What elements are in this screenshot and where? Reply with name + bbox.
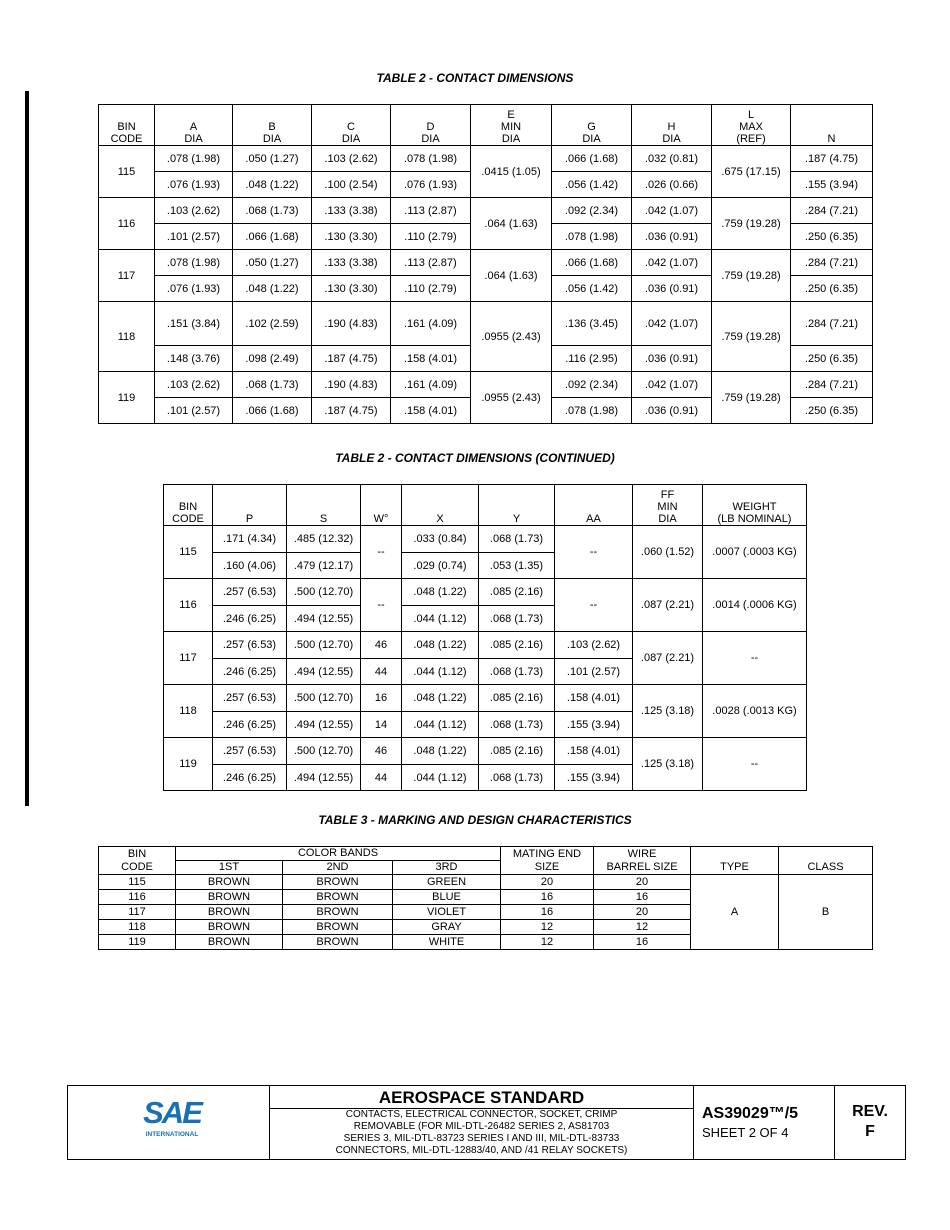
- dim-x-max: .048 (1.22): [402, 685, 479, 712]
- dim-n-max: .284 (7.21): [791, 250, 873, 276]
- weight-cell: --: [703, 632, 807, 685]
- dim-d-max: .113 (2.87): [391, 250, 471, 276]
- dim-y-min: .068 (1.73): [479, 659, 555, 685]
- dim-c-max: .190 (4.83): [312, 302, 391, 346]
- dim-x-min: .044 (1.12): [402, 606, 479, 632]
- dim-h-min: .036 (0.91): [632, 276, 712, 302]
- dim-y-max: .085 (2.16): [479, 579, 555, 606]
- dim-c-min: .187 (4.75): [312, 398, 391, 424]
- color-band-2nd: BROWN: [283, 875, 393, 890]
- dim-ff-cell: .125 (3.18): [633, 685, 703, 738]
- dim-ff-cell: .125 (3.18): [633, 738, 703, 791]
- dim-c-min: .187 (4.75): [312, 346, 391, 372]
- dim-p-max: .257 (6.53): [213, 685, 287, 712]
- color-band-3rd: VIOLET: [393, 905, 501, 920]
- dim-s-min: .494 (12.55): [287, 712, 361, 738]
- dim-l-cell: .759 (19.28): [712, 198, 791, 250]
- bin-code-cell: 117: [99, 905, 176, 920]
- dim-p-min: .246 (6.25): [213, 712, 287, 738]
- bin-code-cell: 115: [164, 526, 213, 579]
- dim-c-min: .130 (3.30): [312, 224, 391, 250]
- table2c-header: WEIGHT (LB NOMINAL): [703, 485, 807, 526]
- dim-d-max: .161 (4.09): [391, 372, 471, 398]
- description-line: CONTACTS, ELECTRICAL CONNECTOR, SOCKET, CRIMP: [345, 1109, 618, 1120]
- sheet-number: SHEET 2 OF 4: [702, 1125, 789, 1140]
- dim-p-min: .246 (6.25): [213, 606, 287, 632]
- dim-c-max: .133 (3.38): [312, 198, 391, 224]
- color-band-3rd: WHITE: [393, 935, 501, 950]
- dim-n-max: .284 (7.21): [791, 302, 873, 346]
- table2c-header: W°: [361, 485, 402, 526]
- dim-s-max: .500 (12.70): [287, 738, 361, 765]
- dim-c-min: .130 (3.30): [312, 276, 391, 302]
- dim-c-max: .190 (4.83): [312, 372, 391, 398]
- dim-s-min: .494 (12.55): [287, 606, 361, 632]
- revision-label: REV.: [852, 1103, 888, 1120]
- sae-logo: [132, 1094, 212, 1144]
- dim-d-min: .158 (4.01): [391, 346, 471, 372]
- dim-g-min: .078 (1.98): [552, 398, 632, 424]
- dim-c-min: .100 (2.54): [312, 172, 391, 198]
- table2-header: G DIA: [552, 105, 632, 146]
- dim-a-min: .148 (3.76): [155, 346, 233, 372]
- dim-n-min: .250 (6.35): [791, 224, 873, 250]
- dim-e-cell: .064 (1.63): [471, 198, 552, 250]
- dim-h-max: .042 (1.07): [632, 302, 712, 346]
- table2-header: C DIA: [312, 105, 391, 146]
- dim-h-max: .042 (1.07): [632, 372, 712, 398]
- mating-end-size: 20: [501, 875, 594, 890]
- dim-b-max: .102 (2.59): [233, 302, 312, 346]
- dim-a-min: .076 (1.93): [155, 172, 233, 198]
- bin-code-cell: 118: [99, 302, 155, 372]
- logo-cell: [68, 1086, 270, 1159]
- dim-l-cell: .675 (17.15): [712, 146, 791, 198]
- dim-h-min: .036 (0.91): [632, 224, 712, 250]
- dim-h-max: .032 (0.81): [632, 146, 712, 172]
- wire-barrel-size: 16: [594, 890, 691, 905]
- bin-code-cell: 116: [164, 579, 213, 632]
- dim-e-cell: .0955 (2.43): [471, 302, 552, 372]
- dim-h-max: .042 (1.07): [632, 250, 712, 276]
- dim-e-cell: .0955 (2.43): [471, 372, 552, 424]
- t3-header-band-3rd: 3RD: [393, 861, 501, 875]
- color-band-2nd: BROWN: [283, 935, 393, 950]
- class-cell: B: [779, 875, 873, 950]
- t3-header-bin: BIN CODE: [99, 847, 176, 875]
- table-row: [99, 302, 873, 346]
- table2-header: A DIA: [155, 105, 233, 146]
- dim-e-cell: .0415 (1.05): [471, 146, 552, 198]
- dim-b-max: .068 (1.73): [233, 372, 312, 398]
- table-row: [164, 738, 807, 765]
- dim-b-min: .048 (1.22): [233, 172, 312, 198]
- dim-p-max: .257 (6.53): [213, 632, 287, 659]
- dim-w-min: 14: [361, 712, 402, 738]
- dim-y-max: .085 (2.16): [479, 738, 555, 765]
- wire-barrel-size: 12: [594, 920, 691, 935]
- dim-s-min: .494 (12.55): [287, 659, 361, 685]
- table2c-header: X: [402, 485, 479, 526]
- dim-s-max: .500 (12.70): [287, 685, 361, 712]
- table2c-header: BIN CODE: [164, 485, 213, 526]
- dim-c-max: .133 (3.38): [312, 250, 391, 276]
- wire-barrel-size: 20: [594, 875, 691, 890]
- document-number-cell: [694, 1086, 835, 1159]
- dim-x-min: .044 (1.12): [402, 659, 479, 685]
- dim-ff-cell: .087 (2.21): [633, 579, 703, 632]
- table-row: [164, 685, 807, 712]
- description-line: REMOVABLE (FOR MIL-DTL-26482 SERIES 2, AS81703: [353, 1121, 610, 1132]
- dim-ff-cell: .087 (2.21): [633, 632, 703, 685]
- color-band-2nd: BROWN: [283, 905, 393, 920]
- dim-g-max: .092 (2.34): [552, 372, 632, 398]
- standard-cell: [270, 1086, 694, 1159]
- dim-aa-max: .103 (2.62): [555, 632, 633, 659]
- table-row: [99, 875, 873, 890]
- dim-p-max: .171 (4.34): [213, 526, 287, 553]
- dim-a-max: .103 (2.62): [155, 372, 233, 398]
- document-number: AS39029™/5: [702, 1105, 799, 1122]
- dim-a-min: .101 (2.57): [155, 398, 233, 424]
- dim-x-max: .048 (1.22): [402, 579, 479, 606]
- table2c-header: P: [213, 485, 287, 526]
- table-row: [99, 198, 873, 224]
- dim-a-min: .076 (1.93): [155, 276, 233, 302]
- dim-ff-cell: .060 (1.52): [633, 526, 703, 579]
- dim-w-max: 46: [361, 632, 402, 659]
- dim-d-min: .110 (2.79): [391, 224, 471, 250]
- dim-w-max: 46: [361, 738, 402, 765]
- dim-w-cell: --: [361, 579, 402, 632]
- dim-w-cell: --: [361, 526, 402, 579]
- dim-aa-max: .158 (4.01): [555, 738, 633, 765]
- table-row: [164, 526, 807, 553]
- dim-a-max: .151 (3.84): [155, 302, 233, 346]
- dim-aa-cell: --: [555, 526, 633, 579]
- dim-d-min: .076 (1.93): [391, 172, 471, 198]
- t3-header-mating: MATING END SIZE: [501, 847, 594, 875]
- color-band-1st: BROWN: [176, 935, 283, 950]
- dim-y-min: .053 (1.35): [479, 553, 555, 579]
- color-band-1st: BROWN: [176, 920, 283, 935]
- dim-x-min: .044 (1.12): [402, 712, 479, 738]
- dim-g-max: .136 (3.45): [552, 302, 632, 346]
- table2c-header: FF MIN DIA: [633, 485, 703, 526]
- color-band-3rd: GRAY: [393, 920, 501, 935]
- dim-n-max: .187 (4.75): [791, 146, 873, 172]
- mating-end-size: 12: [501, 935, 594, 950]
- svg-text:INTERNATIONAL: INTERNATIONAL: [145, 1131, 199, 1138]
- dim-y-max: .085 (2.16): [479, 685, 555, 712]
- dim-x-min: .044 (1.12): [402, 765, 479, 791]
- color-band-2nd: BROWN: [283, 890, 393, 905]
- color-band-1st: BROWN: [176, 890, 283, 905]
- color-band-1st: BROWN: [176, 875, 283, 890]
- revision-value: F: [865, 1123, 875, 1140]
- table2-header: N: [791, 105, 873, 146]
- marking-design-table: [98, 846, 873, 950]
- dim-x-max: .033 (0.84): [402, 526, 479, 553]
- document-description: [270, 1109, 693, 1157]
- dim-g-min: .116 (2.95): [552, 346, 632, 372]
- dim-g-min: .056 (1.42): [552, 172, 632, 198]
- mating-end-size: 16: [501, 905, 594, 920]
- dim-p-min: .246 (6.25): [213, 659, 287, 685]
- standard-heading: AEROSPACE STANDARD: [270, 1086, 693, 1109]
- dim-aa-cell: --: [555, 579, 633, 632]
- dim-y-min: .068 (1.73): [479, 712, 555, 738]
- dim-b-min: .066 (1.68): [233, 224, 312, 250]
- dim-s-min: .494 (12.55): [287, 765, 361, 791]
- dim-n-max: .284 (7.21): [791, 198, 873, 224]
- description-line: CONNECTORS, MIL-DTL-12883/40, AND /41 RELAY SOCKETS): [335, 1145, 628, 1156]
- contact-dimensions-table: [98, 104, 873, 424]
- type-cell: A: [691, 875, 779, 950]
- dim-a-max: .078 (1.98): [155, 250, 233, 276]
- bin-code-cell: 115: [99, 875, 176, 890]
- table2-title: TABLE 2 - CONTACT DIMENSIONS: [376, 71, 574, 85]
- dim-g-max: .092 (2.34): [552, 198, 632, 224]
- revision-cell: [835, 1086, 905, 1159]
- dim-a-max: .078 (1.98): [155, 146, 233, 172]
- t3-header-band-1st: 1ST: [176, 861, 283, 875]
- dim-g-max: .066 (1.68): [552, 250, 632, 276]
- dim-s-min: .479 (12.17): [287, 553, 361, 579]
- dim-w-min: 44: [361, 765, 402, 791]
- table2-header: E MIN DIA: [471, 105, 552, 146]
- table2-header: H DIA: [632, 105, 712, 146]
- dim-n-min: .250 (6.35): [791, 346, 873, 372]
- dim-aa-max: .158 (4.01): [555, 685, 633, 712]
- bin-code-cell: 119: [164, 738, 213, 791]
- dim-w-max: 16: [361, 685, 402, 712]
- dim-g-max: .066 (1.68): [552, 146, 632, 172]
- table2-header: D DIA: [391, 105, 471, 146]
- wire-barrel-size: 16: [594, 935, 691, 950]
- dim-d-max: .161 (4.09): [391, 302, 471, 346]
- t3-header-wire: WIRE BARREL SIZE: [594, 847, 691, 875]
- dim-d-max: .078 (1.98): [391, 146, 471, 172]
- dim-y-min: .068 (1.73): [479, 606, 555, 632]
- bin-code-cell: 119: [99, 935, 176, 950]
- dim-y-max: .085 (2.16): [479, 632, 555, 659]
- dim-aa-min: .155 (3.94): [555, 765, 633, 791]
- dim-g-min: .056 (1.42): [552, 276, 632, 302]
- dim-n-max: .284 (7.21): [791, 372, 873, 398]
- dim-w-min: 44: [361, 659, 402, 685]
- dim-b-min: .098 (2.49): [233, 346, 312, 372]
- table2-header: BIN CODE: [99, 105, 155, 146]
- bin-code-cell: 119: [99, 372, 155, 424]
- dim-x-max: .048 (1.22): [402, 738, 479, 765]
- weight-cell: .0007 (.0003 KG): [703, 526, 807, 579]
- dim-b-max: .068 (1.73): [233, 198, 312, 224]
- dim-l-cell: .759 (19.28): [712, 302, 791, 372]
- dim-y-min: .068 (1.73): [479, 765, 555, 791]
- color-band-3rd: BLUE: [393, 890, 501, 905]
- title-block: [67, 1085, 906, 1160]
- dim-l-cell: .759 (19.28): [712, 250, 791, 302]
- bin-code-cell: 116: [99, 198, 155, 250]
- dim-b-min: .066 (1.68): [233, 398, 312, 424]
- t3-header-class: CLASS: [779, 847, 873, 875]
- bin-code-cell: 115: [99, 146, 155, 198]
- dim-a-min: .101 (2.57): [155, 224, 233, 250]
- mating-end-size: 12: [501, 920, 594, 935]
- table-row: [99, 372, 873, 398]
- dim-h-min: .036 (0.91): [632, 398, 712, 424]
- dim-y-max: .068 (1.73): [479, 526, 555, 553]
- dim-s-max: .485 (12.32): [287, 526, 361, 553]
- dim-g-min: .078 (1.98): [552, 224, 632, 250]
- t3-header-color-bands: COLOR BANDS: [176, 847, 501, 861]
- weight-cell: --: [703, 738, 807, 791]
- bin-code-cell: 118: [99, 920, 176, 935]
- table-row: [99, 250, 873, 276]
- table2-header: L MAX (REF): [712, 105, 791, 146]
- t3-header-type: TYPE: [691, 847, 779, 875]
- dim-b-max: .050 (1.27): [233, 146, 312, 172]
- color-band-3rd: GREEN: [393, 875, 501, 890]
- mating-end-size: 16: [501, 890, 594, 905]
- svg-text:SAE: SAE: [143, 1095, 201, 1130]
- dim-d-max: .113 (2.87): [391, 198, 471, 224]
- dim-n-min: .250 (6.35): [791, 276, 873, 302]
- dim-b-max: .050 (1.27): [233, 250, 312, 276]
- dim-a-max: .103 (2.62): [155, 198, 233, 224]
- table2-continued-title: TABLE 2 - CONTACT DIMENSIONS (CONTINUED): [335, 451, 615, 465]
- color-band-2nd: BROWN: [283, 920, 393, 935]
- dim-s-max: .500 (12.70): [287, 632, 361, 659]
- bin-code-cell: 118: [164, 685, 213, 738]
- description-line: SERIES 3, MIL-DTL-83723 SERIES I AND III, MIL-DTL-83733: [343, 1133, 620, 1144]
- revision-change-bar: [25, 91, 29, 806]
- table-row: [164, 579, 807, 606]
- dim-n-min: .155 (3.94): [791, 172, 873, 198]
- table2c-header: S: [287, 485, 361, 526]
- dim-p-min: .246 (6.25): [213, 765, 287, 791]
- dim-c-max: .103 (2.62): [312, 146, 391, 172]
- dim-aa-min: .101 (2.57): [555, 659, 633, 685]
- dim-l-cell: .759 (19.28): [712, 372, 791, 424]
- dim-b-min: .048 (1.22): [233, 276, 312, 302]
- table-row: [99, 146, 873, 172]
- dim-p-max: .257 (6.53): [213, 738, 287, 765]
- dim-n-min: .250 (6.35): [791, 398, 873, 424]
- table2c-header: AA: [555, 485, 633, 526]
- dim-h-max: .042 (1.07): [632, 198, 712, 224]
- dim-p-min: .160 (4.06): [213, 553, 287, 579]
- dim-d-min: .110 (2.79): [391, 276, 471, 302]
- wire-barrel-size: 20: [594, 905, 691, 920]
- dim-p-max: .257 (6.53): [213, 579, 287, 606]
- dim-e-cell: .064 (1.63): [471, 250, 552, 302]
- bin-code-cell: 117: [164, 632, 213, 685]
- bin-code-cell: 117: [99, 250, 155, 302]
- revision: [835, 1102, 905, 1142]
- table-row: [164, 632, 807, 659]
- dim-aa-min: .155 (3.94): [555, 712, 633, 738]
- table3-title: TABLE 3 - MARKING AND DESIGN CHARACTERISTICS: [318, 813, 632, 827]
- dim-h-min: .036 (0.91): [632, 346, 712, 372]
- weight-cell: .0014 (.0006 KG): [703, 579, 807, 632]
- bin-code-cell: 116: [99, 890, 176, 905]
- dim-h-min: .026 (0.66): [632, 172, 712, 198]
- dim-s-max: .500 (12.70): [287, 579, 361, 606]
- dim-x-min: .029 (0.74): [402, 553, 479, 579]
- table2c-header: Y: [479, 485, 555, 526]
- dim-d-min: .158 (4.01): [391, 398, 471, 424]
- dim-x-max: .048 (1.22): [402, 632, 479, 659]
- contact-dimensions-continued-table: [163, 484, 807, 791]
- t3-header-band-2nd: 2ND: [283, 861, 393, 875]
- table2-header: B DIA: [233, 105, 312, 146]
- color-band-1st: BROWN: [176, 905, 283, 920]
- weight-cell: .0028 (.0013 KG): [703, 685, 807, 738]
